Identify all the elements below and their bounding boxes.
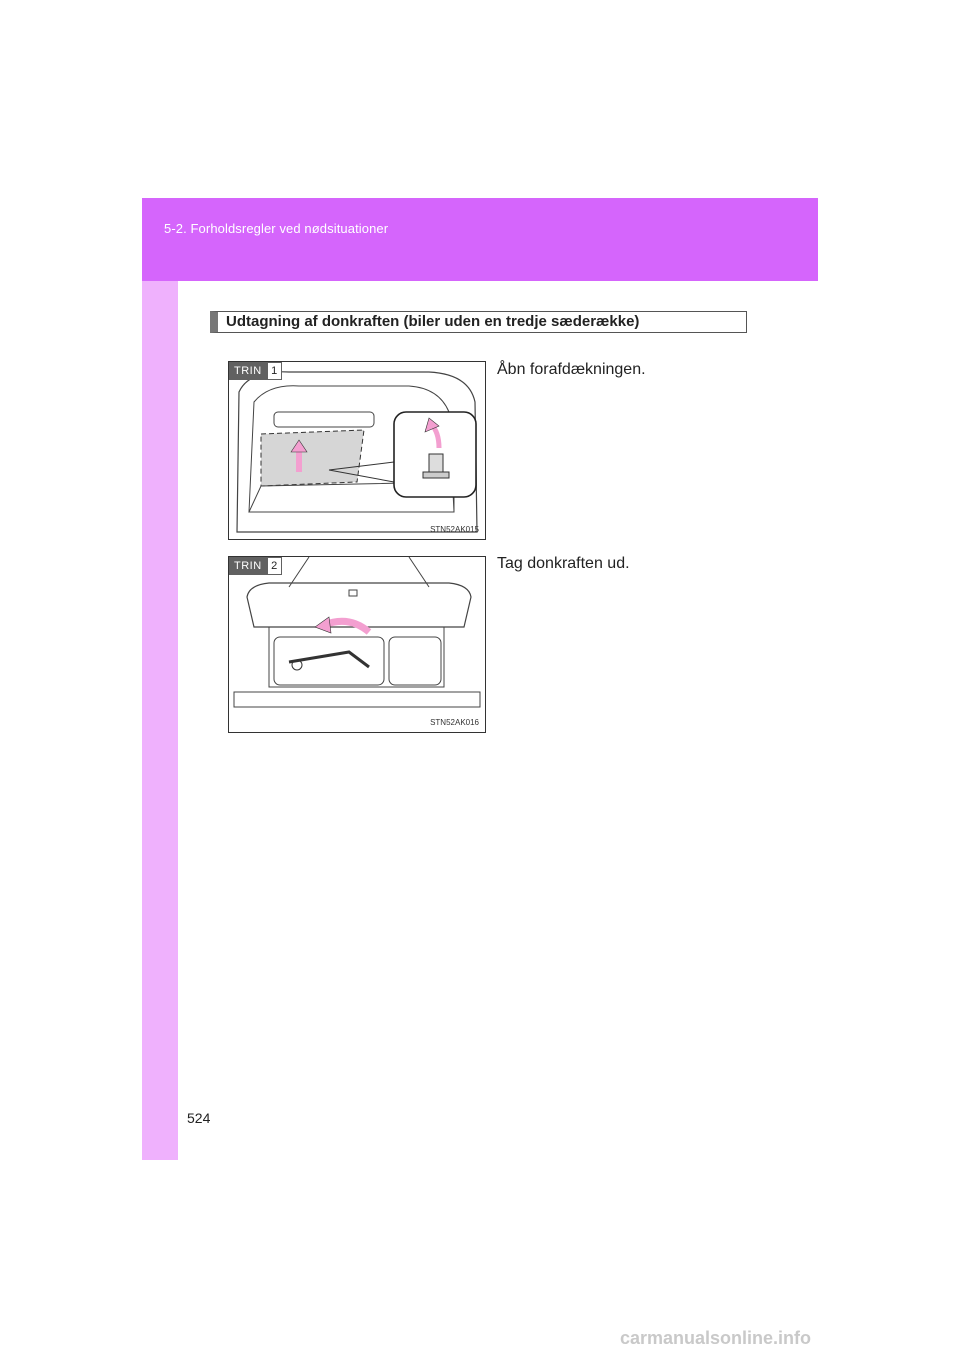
cargo-cover-drawing xyxy=(229,362,485,539)
jack-removal-drawing xyxy=(229,557,485,732)
figure-code: STN52AK015 xyxy=(430,525,479,534)
section-heading: Udtagning af donkraften (biler uden en tredje sæderække) xyxy=(210,311,747,333)
watermark-url: carmanualsonline.info xyxy=(620,1328,812,1348)
figure-code: STN52AK016 xyxy=(430,718,479,727)
step-badge xyxy=(229,362,282,380)
step-label: TRIN xyxy=(229,362,267,380)
chapter-title: 5-2. Forholdsregler ved nødsituationer xyxy=(164,221,389,236)
chapter-header xyxy=(142,198,818,281)
step-2-illustration xyxy=(228,556,486,733)
step-2-instruction: Tag donkraften ud. xyxy=(497,555,630,572)
step-number: 2 xyxy=(267,557,282,575)
step-1-instruction: Åbn forafdækningen. xyxy=(497,361,646,378)
page-number: 524 xyxy=(187,1110,211,1126)
step-badge xyxy=(229,557,282,575)
side-margin-strip xyxy=(142,198,178,1160)
step-label: TRIN xyxy=(229,557,267,575)
step-1-illustration xyxy=(228,361,486,540)
step-number: 1 xyxy=(267,362,282,380)
